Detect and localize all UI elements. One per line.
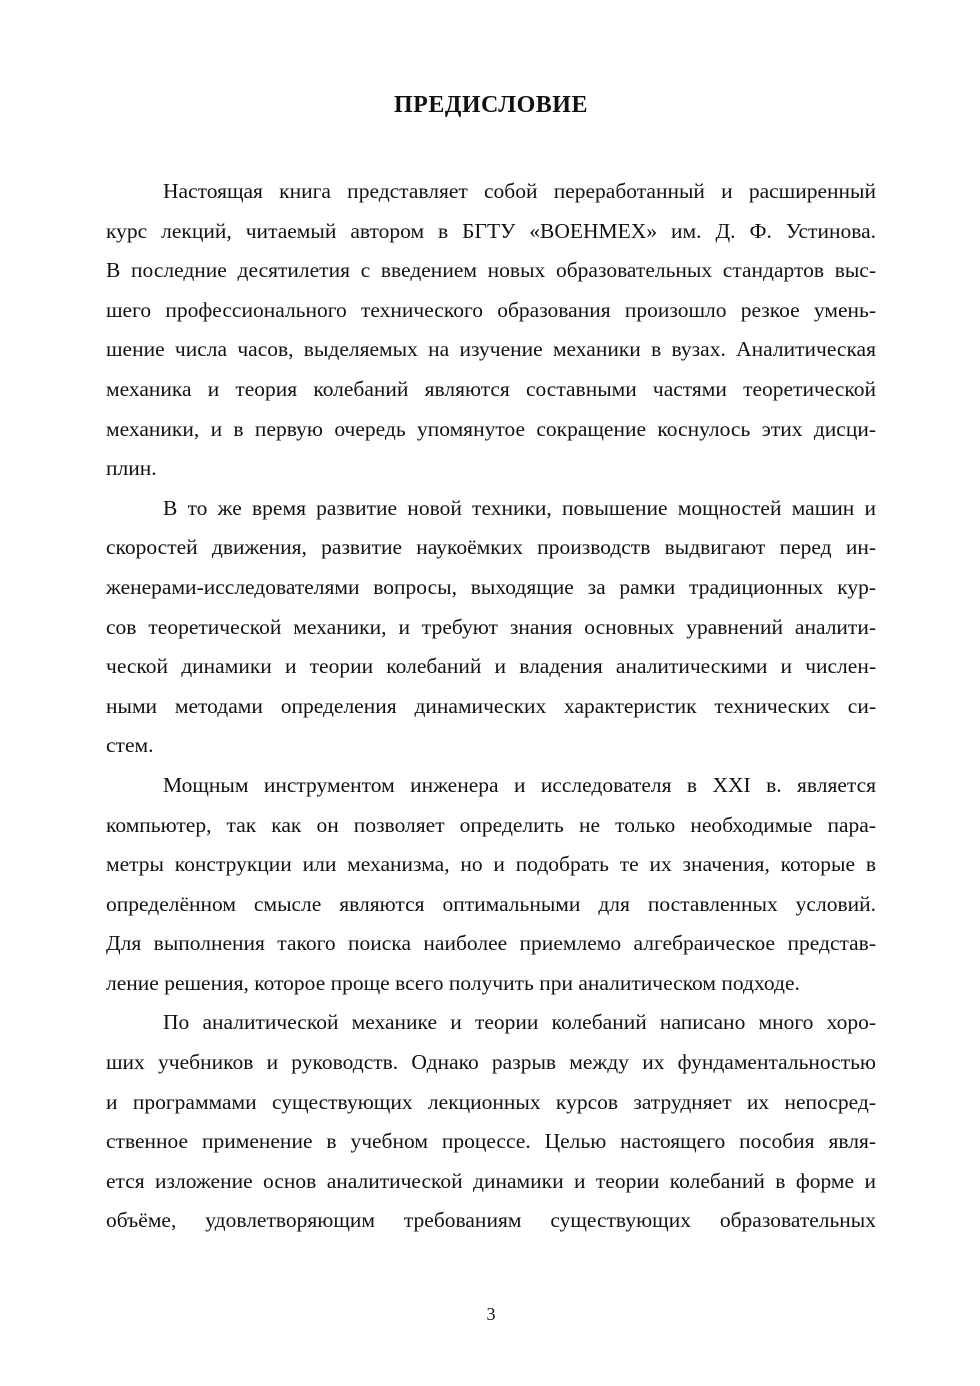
paragraph (106, 1003, 876, 1241)
page-title: ПРЕДИСЛОВИЕ (394, 92, 588, 118)
paragraph-line: сов теоретической механики, и требуют знания основных уравнений аналити- (106, 614, 876, 639)
paragraph (106, 489, 876, 766)
paragraph-line: ется изложение основ аналитической динамики и теории колебаний в форме и (106, 1168, 876, 1193)
paragraph-line: объёме, удовлетворяющим требованиям существующих образовательных (106, 1208, 876, 1233)
paragraph (106, 766, 876, 1004)
paragraph-line: Настоящая книга представляет собой переработанный и расширенный (163, 179, 876, 203)
paragraph-line: шего профессионального технического образования произошло резкое умень- (106, 297, 876, 322)
paragraph-line: курс лекций, читаемый автором в БГТУ «ВОЕНМЕХ» им. Д. Ф. Устинова. (106, 218, 876, 243)
paragraph-line: механика и теория колебаний являются составными частями теоретической (106, 376, 876, 401)
paragraph-line: определённом смысле являются оптимальными для поставленных условий. (106, 891, 876, 916)
paragraph-line: женерами-исследователями вопросы, выходящие за рамки традиционных кур- (106, 574, 876, 599)
paragraph-line: метры конструкции или механизма, но и подобрать те их значения, которые в (106, 852, 876, 877)
document-page (106, 0, 876, 1386)
paragraph-line: В то же время развитие новой техники, повышение мощностей машин и (163, 495, 876, 520)
paragraph-line: По аналитической механике и теории колебаний написано много хоро- (163, 1010, 876, 1035)
paragraph-line: ших учебников и руководств. Однако разрыв между их фундаментальностью (106, 1050, 876, 1075)
paragraph-line: стем. (106, 733, 154, 758)
paragraph-line: плин. (106, 456, 157, 481)
paragraph-line: компьютер, так как он позволяет определить не только необходимые пара- (106, 812, 876, 837)
paragraph-line: ными методами определения динамических характеристик технических си- (106, 693, 876, 718)
paragraph-line: ление решения, которое проще всего получить при аналитическом подходе. (106, 970, 800, 995)
paragraph (106, 172, 876, 489)
paragraph-line: механики, и в первую очередь упомянутое сокращение коснулось этих дисци- (106, 416, 876, 441)
paragraph-line: ственное применение в учебном процессе. Целью настоящего пособия явля- (106, 1129, 876, 1154)
paragraph-line: Мощным инструментом инженера и исследователя в XXI в. является (163, 772, 876, 797)
page-number: 3 (486, 1304, 496, 1324)
paragraph-line: скоростей движения, развитие наукоёмких производств выдвигают перед ин- (106, 535, 876, 560)
paragraph-line: Для выполнения такого поиска наиболее приемлемо алгебраическое представ- (106, 931, 876, 956)
paragraph-line: В последние десятилетия с введением новых образовательных стандартов выс- (106, 258, 876, 283)
paragraph-line: шение числа часов, выделяемых на изучение механики в вузах. Аналитическая (106, 337, 876, 362)
paragraph-line: и программами существующих лекционных курсов затрудняет их непосред- (106, 1089, 876, 1114)
body-text (106, 172, 876, 1241)
paragraph-line: ческой динамики и теории колебаний и владения аналитическими и числен- (106, 654, 876, 679)
